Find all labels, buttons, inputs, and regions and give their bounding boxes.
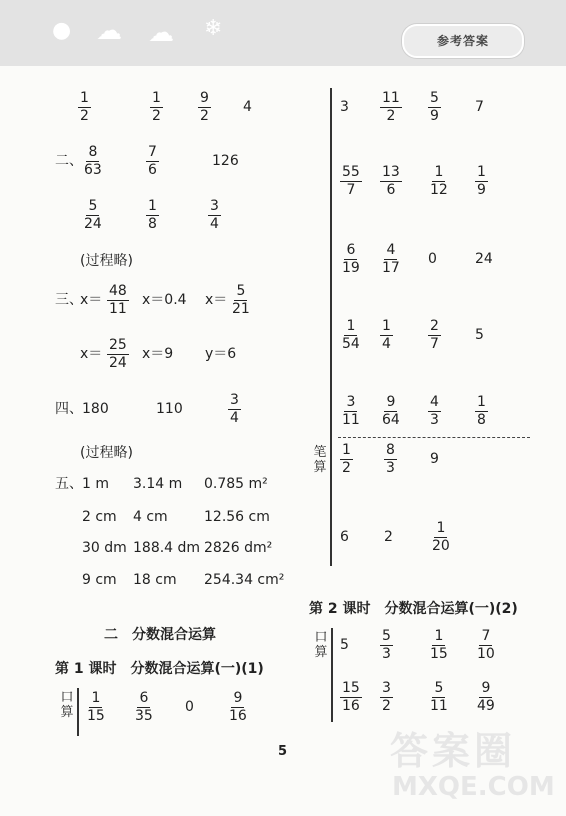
answer-value: 110: [156, 401, 183, 417]
kousuan2-tag: 口算: [314, 630, 328, 660]
answer-value: 3 11: [342, 394, 360, 428]
answer-value: 5 21: [232, 283, 250, 317]
answer-value: 55 7: [342, 164, 360, 198]
answer-value: 5: [475, 327, 484, 343]
answer-value: 5 9: [430, 90, 439, 124]
answer-value: 180: [82, 401, 109, 417]
answer-value: 9 16: [229, 690, 247, 724]
answer-value: 9 2: [200, 90, 209, 124]
answer-value: 5 3: [382, 628, 391, 662]
answer-value: 7: [475, 99, 484, 115]
answer-value: 6 19: [342, 242, 360, 276]
answer-value: x＝0.4: [142, 292, 187, 308]
answer-value: 3: [340, 99, 349, 115]
answer-value: 1 20: [432, 520, 450, 554]
answer-value: 4 3: [430, 394, 439, 428]
answer-value: 1 9: [477, 164, 486, 198]
answer-value: 11 2: [382, 90, 400, 124]
answer-value: 188.4 dm: [133, 540, 201, 556]
answer-value: 1 2: [152, 90, 161, 124]
note-text: (过程略): [80, 253, 133, 269]
kousuan2-divider: [331, 628, 333, 722]
answer-value: 9 cm: [82, 572, 117, 588]
answer-value: 1 15: [430, 628, 448, 662]
answer-value: 13 6: [382, 164, 400, 198]
answer-value: 4 17: [382, 242, 400, 276]
kousuan-tag: 口算: [60, 690, 74, 720]
answer-value: 3 4: [210, 198, 219, 232]
answer-value: 9 64: [382, 394, 400, 428]
answer-value: 24: [475, 251, 493, 267]
answer-value: 4 cm: [133, 509, 168, 525]
answer-value: 1 8: [477, 394, 486, 428]
kousuan-divider: [77, 688, 79, 736]
answer-value: 6 35: [135, 690, 153, 724]
answer-value: 7 10: [477, 628, 495, 662]
right-divider: [330, 88, 332, 566]
question-label: 四、: [55, 401, 83, 417]
answer-value: 1 2: [342, 442, 351, 476]
snowflake-icon: ❄: [204, 16, 223, 41]
answer-value: 1 12: [430, 164, 448, 198]
equation-lhs: x＝: [80, 292, 103, 308]
equation-lhs: x＝: [205, 292, 228, 308]
answer-value: 3.14 m: [133, 476, 183, 492]
answer-value: 1 8: [148, 198, 157, 232]
answer-value: 3 2: [382, 680, 391, 714]
answer-value: 8 63: [84, 144, 102, 178]
answer-value: 18 cm: [133, 572, 177, 588]
answer-value: 5: [340, 637, 349, 653]
answer-value: 3 4: [230, 392, 239, 426]
answer-value: 1 m: [82, 476, 109, 492]
answer-value: 1 54: [342, 318, 360, 352]
answer-value: 2 7: [430, 318, 439, 352]
answer-value: 5 11: [430, 680, 448, 714]
answer-value: x＝9: [142, 346, 174, 362]
answer-value: 2826 dm²: [204, 540, 273, 556]
answer-value: 126: [212, 153, 239, 169]
answer-value: 2 cm: [82, 509, 117, 525]
answer-value: 12.56 cm: [204, 509, 270, 525]
watermark: 答案圈: [390, 729, 517, 773]
answer-value: 25 24: [109, 337, 127, 371]
cloud-icon: ☁: [148, 18, 174, 48]
answer-value: 6: [340, 529, 349, 545]
answer-value: 48 11: [109, 283, 127, 317]
question-label: 二、: [55, 153, 83, 169]
answer-value: 2: [384, 529, 393, 545]
cloud-icon: ☁: [96, 16, 122, 46]
bisuan-dashed-line: [338, 437, 530, 438]
question-label: 五、: [55, 476, 83, 492]
lesson2-title: 第 2 课时 分数混合运算(一)(2): [309, 601, 518, 617]
equation-lhs: x＝: [80, 346, 103, 362]
answer-value: 0: [428, 251, 437, 267]
answer-value: 1 4: [382, 318, 391, 352]
answer-value: 15 16: [342, 680, 360, 714]
answer-value: 7 6: [148, 144, 157, 178]
note-text: (过程略): [80, 445, 133, 461]
answer-value: 5 24: [84, 198, 102, 232]
answer-value: 0: [185, 699, 194, 715]
answer-value: 1 2: [80, 90, 89, 124]
answer-value: 4: [243, 99, 252, 115]
header-band: [0, 0, 566, 66]
answer-value: 8 3: [386, 442, 395, 476]
answer-value: 1 15: [87, 690, 105, 724]
question-label: 三、: [55, 292, 83, 308]
answer-value: 254.34 cm²: [204, 572, 285, 588]
answer-value: 30 dm: [82, 540, 127, 556]
answer-value: y＝6: [205, 346, 237, 362]
answer-value: 9 49: [477, 680, 495, 714]
sun-icon: ●: [52, 18, 72, 43]
section-title: 二 分数混合运算: [104, 627, 216, 643]
answer-value: 0.785 m²: [204, 476, 268, 492]
bisuan-tag: 笔算: [313, 445, 327, 475]
watermark-url: MXQE.COM: [392, 772, 555, 802]
lesson1-title: 第 1 课时 分数混合运算(一)(1): [55, 661, 264, 677]
answer-badge: 参考答案: [402, 24, 524, 58]
answer-value: 9: [430, 451, 439, 467]
page-number: 5: [278, 744, 288, 759]
